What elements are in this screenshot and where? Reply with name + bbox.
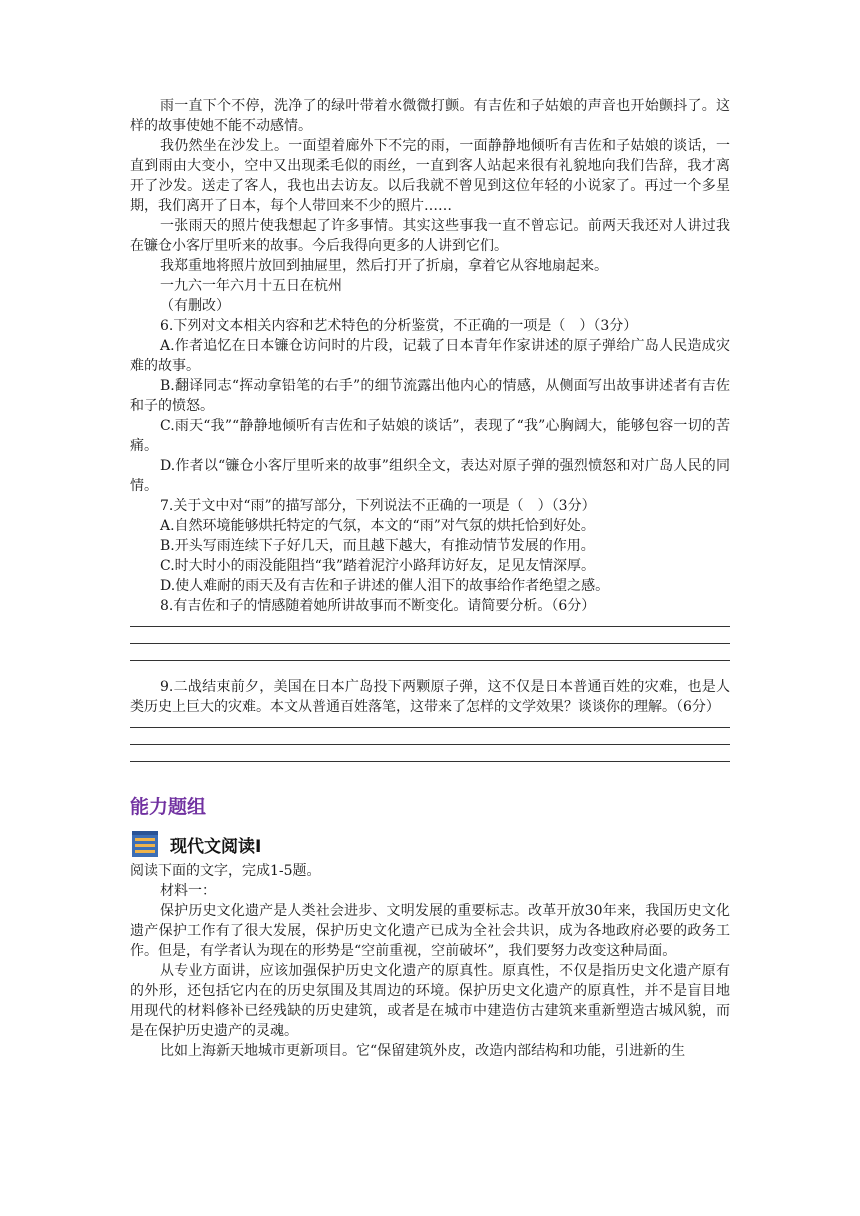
material-paragraph: 比如上海新天地城市更新项目。它“保留建筑外皮，改造内部结构和功能，引进新的生	[160, 1043, 686, 1059]
answer-line	[130, 643, 730, 644]
question-8-stem: 8.有吉佐和子的情感随着她所讲故事而不断变化。请简要分析。（6分）	[160, 598, 596, 614]
subsection-header	[130, 829, 730, 859]
material-label: 材料一：	[160, 883, 216, 899]
option-c: C.雨天“我”“静静地倾听有吉佐和子姑娘的谈话”，表现了“我”心胸阔大，能够包容一切的苦痛。	[130, 418, 730, 454]
material-paragraph: 保护历史文化遗产是人类社会进步、文明发展的重要标志。改革开放30年来，我国历史文化遗产保护工作有了很大发展，保护历史文化遗产已成为全社会共识，成为各地政府必要的政务工作。但是，有学者认为现在的形势是“空前重视，空前破坏”，我们要努力改变这种局面。	[130, 903, 730, 959]
book-stack-icon	[130, 829, 160, 859]
option-d: D.作者以“镰仓小客厅里听来的故事”组织全文，表达对原子弹的强烈愤怒和对广岛人民的同情。	[130, 458, 730, 494]
answer-line	[130, 744, 730, 745]
document-page	[130, 96, 730, 1061]
answer-line	[130, 660, 730, 661]
option-c: C.时大时小的雨没能阻挡“我”踏着泥泞小路拜访好友，足见友情深厚。	[160, 558, 595, 574]
story-paragraph: 我郑重地将照片放回到抽屉里，然后打开了折扇，拿着它从容地扇起来。	[160, 258, 608, 274]
question-6-stem: 6.下列对文本相关内容和艺术特色的分析鉴赏，不正确的一项是（ ）（3分）	[160, 318, 638, 334]
question-9-stem: 9.二战结束前夕，美国在日本广岛投下两颗原子弹，这不仅是日本普通百姓的灾难，也是人类历史上巨大的灾难。本文从普通百姓落笔，这带来了怎样的文学效果？谈谈你的理解。（6分）	[130, 679, 730, 715]
answer-line	[130, 761, 730, 762]
answer-line	[130, 727, 730, 728]
question-7-stem: 7.关于文中对“雨”的描写部分，下列说法不正确的一项是（ ）（3分）	[160, 498, 596, 514]
option-a: A.作者追忆在日本镰仓访问时的片段，记载了日本青年作家讲述的原子弹给广岛人民造成灾难的故事。	[130, 338, 730, 374]
date-line: 一九六一年六月十五日在杭州	[160, 278, 342, 294]
answer-line	[130, 626, 730, 627]
option-b: B.开头写雨连续下子好几天，而且越下越大，有推动情节发展的作用。	[160, 538, 595, 554]
option-a: A.自然环境能够烘托特定的气氛，本文的“雨”对气氛的烘托恰到好处。	[160, 518, 595, 534]
option-d: D.使人难耐的雨天及有吉佐和子讲述的催人泪下的故事给作者绝望之感。	[160, 578, 610, 594]
answer-lines-q8[interactable]	[130, 626, 730, 661]
answer-lines-q9[interactable]	[130, 727, 730, 762]
section-title: 能力题组	[130, 796, 207, 818]
instruction: 阅读下面的文字，完成1-5题。	[130, 863, 321, 879]
option-b: B.翻译同志“挥动拿铅笔的右手”的细节流露出他内心的情感，从侧面写出故事讲述者有吉佐和子的愤怒。	[130, 378, 730, 414]
material-paragraph: 从专业方面讲，应该加强保护历史文化遗产的原真性。原真性，不仅是指历史文化遗产原有的外形，还包括它内在的历史氛围及其周边的环境。保护历史文化遗产的原真性，并不是盲目地用现代的材料修补已经残缺的历史建筑，或者是在城市中建造仿古建筑来重新塑造古城风貌，而是在保护历史遗产的灵魂。	[130, 963, 730, 1039]
story-paragraph: 我仍然坐在沙发上。一面望着廊外下不完的雨，一面静静地倾听有吉佐和子姑娘的谈话，一直到雨由大变小，空中又出现柔毛似的雨丝，一直到客人站起来很有礼貌地向我们告辞，我才离开了沙发。送走了客人，我也出去访友。以后我就不曾见到这位年轻的小说家了。再过一个多星期，我们离开了日本，每个人带回来不少的照片……	[130, 138, 730, 214]
subsection-title: 现代文阅读Ⅰ	[170, 836, 262, 857]
story-paragraph: 一张雨天的照片使我想起了许多事情。其实这些事我一直不曾忘记。前两天我还对人讲过我在镰仓小客厅里听来的故事。今后我得向更多的人讲到它们。	[130, 218, 730, 254]
edited-note: （有删改）	[160, 298, 230, 314]
story-paragraph: 雨一直下个不停，洗净了的绿叶带着水微微打颤。有吉佐和子姑娘的声音也开始颤抖了。这样的故事使她不能不动感情。	[130, 98, 730, 134]
